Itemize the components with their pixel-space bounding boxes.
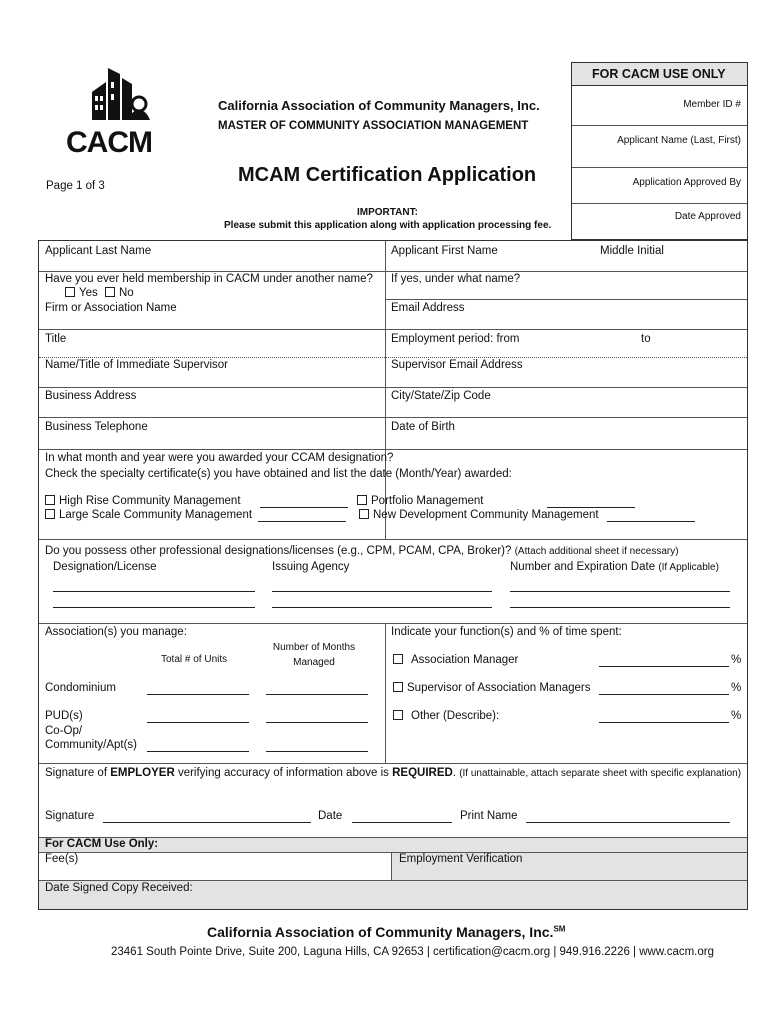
employment-verification-field[interactable]: Employment Verification	[399, 853, 523, 865]
application-form	[38, 240, 748, 910]
logo-text: CACM	[66, 126, 152, 159]
print-name-label: Print Name	[460, 810, 518, 822]
footer-org: California Association of Community Managers, Inc.℠	[207, 924, 566, 940]
large-scale-date-line[interactable]	[258, 521, 346, 522]
first-name-field[interactable]: Applicant First Name	[391, 245, 498, 257]
supervisor-mgr-checkbox[interactable]: Supervisor of Association Managers	[393, 682, 590, 694]
condo-label: Condominium	[45, 682, 116, 694]
dob-field[interactable]: Date of Birth	[391, 421, 455, 433]
other-pct-line[interactable]	[599, 722, 729, 723]
units-col-header: Total # of Units	[161, 654, 228, 665]
business-address-field[interactable]: Business Address	[45, 390, 137, 402]
assoc-manager-checkbox[interactable]: Association Manager	[393, 654, 518, 666]
other-name-question: Have you ever held membership in CACM under another name?	[45, 273, 373, 285]
number-line-2[interactable]	[510, 607, 730, 608]
date-approved-field[interactable]: Date Approved	[674, 211, 741, 222]
checkbox-icon	[393, 682, 403, 692]
checkbox-icon	[45, 495, 55, 505]
months-col-header: Number of Months Managed	[272, 642, 356, 668]
cacm-use-heading: For CACM Use Only:	[45, 838, 159, 850]
office-use-box	[571, 62, 748, 240]
no-checkbox[interactable]: No	[105, 287, 134, 299]
designation-col-header: Designation/License	[53, 561, 157, 573]
checkbox-icon	[393, 710, 403, 720]
other-checkbox[interactable]: Other (Describe):	[393, 710, 499, 722]
assoc-manager-pct-line[interactable]	[599, 666, 729, 667]
date-signed-field[interactable]: Date Signed Copy Received:	[45, 882, 193, 894]
agency-line-1[interactable]	[272, 591, 492, 592]
supervisor-mgr-pct-line[interactable]	[599, 694, 729, 695]
checkbox-icon	[393, 654, 403, 664]
high-rise-date-line[interactable]	[260, 507, 348, 508]
print-name-line[interactable]	[526, 822, 730, 823]
agency-col-header: Issuing Agency	[272, 561, 350, 573]
important-label: IMPORTANT:	[357, 207, 418, 218]
other-name-field[interactable]: If yes, under what name?	[391, 273, 521, 285]
city-state-zip-field[interactable]: City/State/Zip Code	[391, 390, 491, 402]
last-name-field[interactable]: Applicant Last Name	[45, 245, 152, 257]
agency-line-2[interactable]	[272, 607, 492, 608]
designation-line-1[interactable]	[53, 591, 255, 592]
middle-initial-field[interactable]: Middle Initial	[600, 245, 664, 257]
new-dev-date-line[interactable]	[607, 521, 695, 522]
number-line-1[interactable]	[510, 591, 730, 592]
instruction-text: Please submit this application along with application processing fee.	[224, 220, 552, 231]
community-units-line[interactable]	[147, 751, 249, 752]
high-rise-checkbox[interactable]: High Rise Community Management	[45, 495, 241, 507]
community-months-line[interactable]	[266, 751, 368, 752]
associations-heading: Association(s) you manage:	[45, 626, 187, 638]
large-scale-checkbox[interactable]: Large Scale Community Management	[45, 509, 252, 521]
checkbox-icon	[105, 287, 115, 297]
member-id-field[interactable]: Member ID #	[683, 99, 741, 110]
employer-statement: Signature of EMPLOYER verifying accuracy of information above is REQUIRED. (If unattainable, attach separate sheet with specific explanation)	[45, 767, 742, 779]
pct-sign: %	[731, 682, 742, 694]
employment-from-field[interactable]: Employment period: from	[391, 333, 520, 345]
supervisor-field[interactable]: Name/Title of Immediate Supervisor	[45, 359, 229, 371]
email-field[interactable]: Email Address	[391, 302, 465, 314]
pud-label: PUD(s)	[45, 710, 83, 722]
yes-checkbox[interactable]: Yes	[65, 287, 98, 299]
footer-address: 23461 South Pointe Drive, Suite 200, Laguna Hills, CA 92653 | certification@cacm.org | 949.916.2226 | www.cacm.org	[111, 946, 715, 958]
page-title: MCAM Certification Application	[238, 164, 537, 186]
checkbox-icon	[45, 509, 55, 519]
business-phone-field[interactable]: Business Telephone	[45, 421, 148, 433]
pud-months-line[interactable]	[266, 722, 368, 723]
cacm-logo	[62, 64, 174, 160]
specialty-instruction: Check the specialty certificate(s) you have obtained and list the date (Month/Year) awarded:	[45, 468, 512, 480]
coop-label: Co-Op/	[45, 725, 83, 737]
signature-label: Signature	[45, 810, 95, 822]
portfolio-date-line[interactable]	[547, 507, 635, 508]
office-use-heading: FOR CACM USE ONLY	[592, 67, 726, 81]
checkbox-icon	[359, 509, 369, 519]
portfolio-checkbox[interactable]: Portfolio Management	[357, 495, 484, 507]
page-number: Page 1 of 3	[46, 180, 105, 192]
signature-line[interactable]	[103, 822, 311, 823]
firm-field[interactable]: Firm or Association Name	[45, 302, 177, 314]
condo-months-line[interactable]	[266, 694, 368, 695]
date-line[interactable]	[352, 822, 452, 823]
checkbox-icon	[357, 495, 367, 505]
org-name: California Association of Community Managers, Inc.	[218, 98, 540, 113]
condo-units-line[interactable]	[147, 694, 249, 695]
pct-sign: %	[731, 654, 742, 666]
pud-units-line[interactable]	[147, 722, 249, 723]
approved-by-field[interactable]: Application Approved By	[632, 177, 741, 188]
pct-sign: %	[731, 710, 742, 722]
applicant-name-field[interactable]: Applicant Name (Last, First)	[617, 135, 741, 146]
program-name: MASTER OF COMMUNITY ASSOCIATION MANAGEMENT	[218, 120, 529, 132]
new-dev-checkbox[interactable]: New Development Community Management	[359, 509, 599, 521]
community-label: Community/Apt(s)	[45, 739, 138, 751]
title-field[interactable]: Title	[45, 333, 67, 345]
checkbox-icon	[65, 287, 75, 297]
designations-question: Do you possess other professional designations/licenses (e.g., CPM, PCAM, CPA, Broker)? (Attach additional sheet if necessary)	[45, 545, 679, 557]
ccam-question: In what month and year were you awarded your CCAM designation?	[45, 452, 394, 464]
fees-field[interactable]: Fee(s)	[45, 853, 79, 865]
date-label: Date	[318, 810, 343, 822]
supervisor-email-field[interactable]: Supervisor Email Address	[391, 359, 523, 371]
functions-heading: Indicate your function(s) and % of time spent:	[391, 626, 622, 638]
employment-to-field[interactable]: to	[641, 333, 651, 345]
number-col-header: Number and Expiration Date (If Applicable)	[510, 561, 719, 573]
designation-line-2[interactable]	[53, 607, 255, 608]
